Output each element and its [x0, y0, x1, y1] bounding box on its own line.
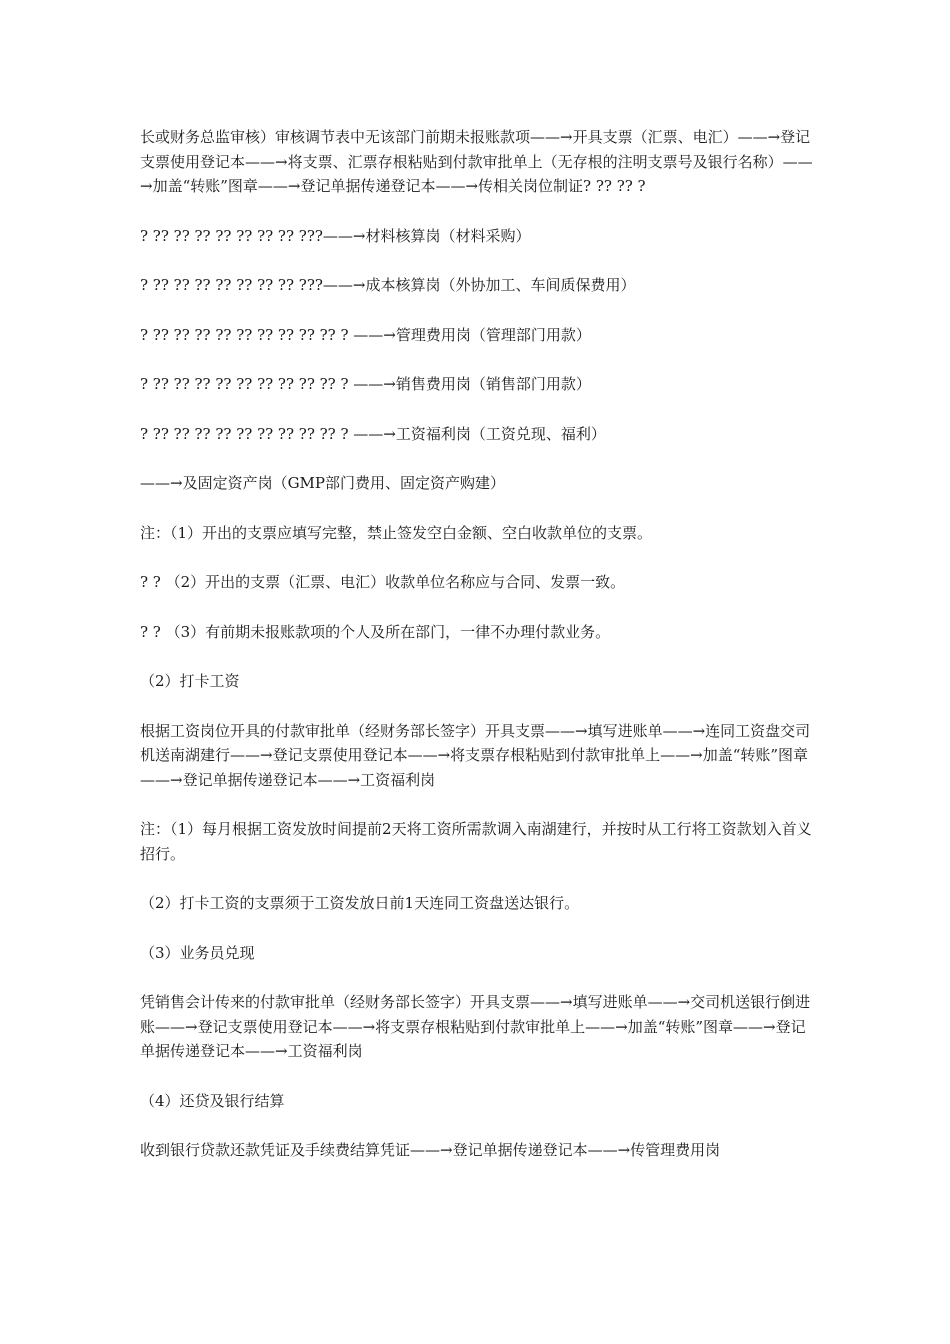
paragraph-note-2: ? ? （2）开出的支票（汇票、电汇）收款单位名称应与合同、发票一致。: [140, 573, 626, 591]
paragraph-cost-accounting: ? ?? ?? ?? ?? ?? ?? ?? ???——→成本核算岗（外协加工、车间质保费用）: [140, 276, 636, 294]
document-body: [140, 125, 815, 1188]
paragraph-payroll-welfare: ? ?? ?? ?? ?? ?? ?? ?? ?? ?? ? ——→工资福利岗（工资兑现、福利）: [140, 424, 606, 443]
paragraph-salesman-payout-flow: 凭销售会计传来的付款审批单（经财务部长签字）开具支票——→填写进账单——→交司机送银行倒进账——→登记支票使用登记本——→将支票存根粘贴到付款审批单上——→加盖“转账”图章——→登记单据传递登记本——→工资福利岗: [140, 993, 811, 1060]
paragraph-loan-settlement-flow: 收到银行贷款还款凭证及手续费结算凭证——→登记单据传递登记本——→传管理费用岗: [140, 1141, 721, 1159]
section-heading-salesman-payout: （3）业务员兑现: [140, 943, 255, 962]
paragraph-card-salary-flow: 根据工资岗位开具的付款审批单（经财务部长签字）开具支票——→填写进账单——→连同工资盘交司机送南湖建行——→登记支票使用登记本——→将支票存根粘贴到付款审批单上——→加盖“转账”图章——→登记单据传递登记本——→工资福利岗: [140, 721, 811, 789]
paragraph-sales-expense: ? ?? ?? ?? ?? ?? ?? ?? ?? ?? ? ——→销售费用岗（销售部门用款）: [140, 375, 591, 393]
paragraph-payment-flow: 长或财务总监审核）审核调节表中无该部门前期未报账款项——→开具支票（汇票、电汇）——→登记支票使用登记本——→将支票、汇票存根粘贴到付款审批单上（无存根的注明支票号及银行名称）——→加盖“转账”图章——→登记单据传递登记本——→传相关岗位制证? ?? ?? ?: [140, 128, 813, 195]
paragraph-salary-note-2: （2）打卡工资的支票须于工资发放日前1天连同工资盘送达银行。: [140, 894, 580, 912]
paragraph-material-accounting: ? ?? ?? ?? ?? ?? ?? ?? ???——→材料核算岗（材料采购）: [140, 226, 531, 245]
paragraph-note-3: ? ? （3）有前期未报账款项的个人及所在部门，一律不办理付款业务。: [140, 622, 611, 641]
section-heading-loan-settlement: （4）还贷及银行结算: [140, 1091, 285, 1110]
paragraph-fixed-assets: ——→及固定资产岗（GMP部门费用、固定资产购建）: [140, 474, 506, 492]
paragraph-note-1: 注：（1）开出的支票应填写完整，禁止签发空白金额、空白收款单位的支票。: [140, 523, 653, 542]
paragraph-admin-expense: ? ?? ?? ?? ?? ?? ?? ?? ?? ?? ? ——→管理费用岗（管理部门用款）: [140, 325, 591, 344]
section-heading-card-salary: （2）打卡工资: [140, 672, 240, 690]
paragraph-salary-note-1: 注：（1）每月根据工资发放时间提前2天将工资所需款调入南湖建行，并按时从工行将工资款划入首义招行。: [140, 820, 812, 863]
